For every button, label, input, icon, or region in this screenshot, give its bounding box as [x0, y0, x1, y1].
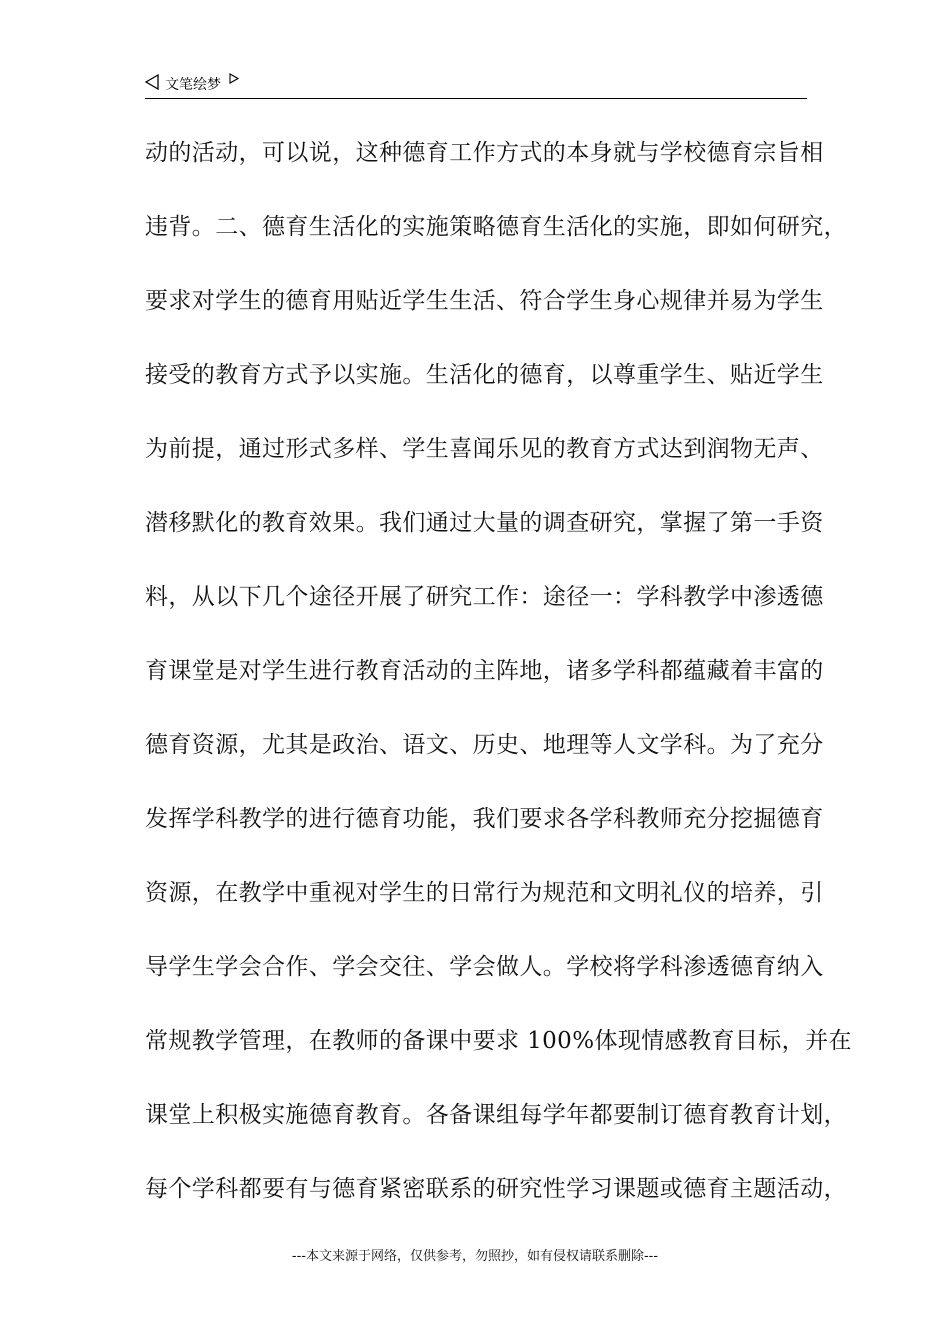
text-line: 料，从以下几个途径开展了研究工作：途径一：学科教学中渗透德: [145, 584, 824, 610]
text-line: 每个学科都要有与德育紧密联系的研究性学习课题或德育主题活动，: [145, 1176, 847, 1202]
page-header: [145, 70, 807, 99]
text-line: 为前提，通过形式多样、学生喜闻乐见的教育方式达到润物无声、: [145, 436, 824, 462]
text-line: 课堂上积极实施德育教育。各备课组每学年都要制订德育教育计划，: [145, 1102, 847, 1128]
text-line: 违背。二、德育生活化的实施策略德育生活化的实施，即如何研究，: [145, 214, 847, 240]
text-line: 德育资源，尤其是政治、语文、历史、地理等人文学科。为了充分: [145, 732, 824, 758]
text-line: 接受的教育方式予以实施。生活化的德育，以尊重学生、贴近学生: [145, 362, 824, 388]
text-line: 导学生学会合作、学会交往、学会做人。学校将学科渗透德育纳入: [145, 954, 824, 980]
text-line: 动的活动，可以说，这种德育工作方式的本身就与学校德育宗旨相: [145, 140, 824, 166]
text-line: 发挥学科教学的进行德育功能，我们要求各学科教师充分挖掘德育: [145, 806, 824, 832]
text-line: 要求对学生的德育用贴近学生生活、符合学生身心规律并易为学生: [145, 288, 824, 314]
text-line: 资源，在教学中重视对学生的日常行为规范和文明礼仪的培养，引: [145, 880, 824, 906]
text-line: 潜移默化的教育效果。我们通过大量的调查研究，掌握了第一手资: [145, 510, 824, 536]
body-text: [145, 128, 852, 1238]
header-title: 文笔绘梦: [165, 77, 221, 93]
text-line: 常规教学管理，在教师的备课中要求 100%体现情感教育目标，并在: [145, 1028, 852, 1054]
text-line: 育课堂是对学生进行教育活动的主阵地，诸多学科都蕴藏着丰富的: [145, 658, 824, 684]
header-row: [145, 74, 239, 94]
footer-disclaimer: ---本文来源于网络，仅供参考，勿照抄，如有侵权请联系删除---: [291, 1249, 659, 1264]
triangle-right-outline-icon: [229, 72, 239, 88]
triangle-left-outline-icon: [145, 74, 159, 94]
